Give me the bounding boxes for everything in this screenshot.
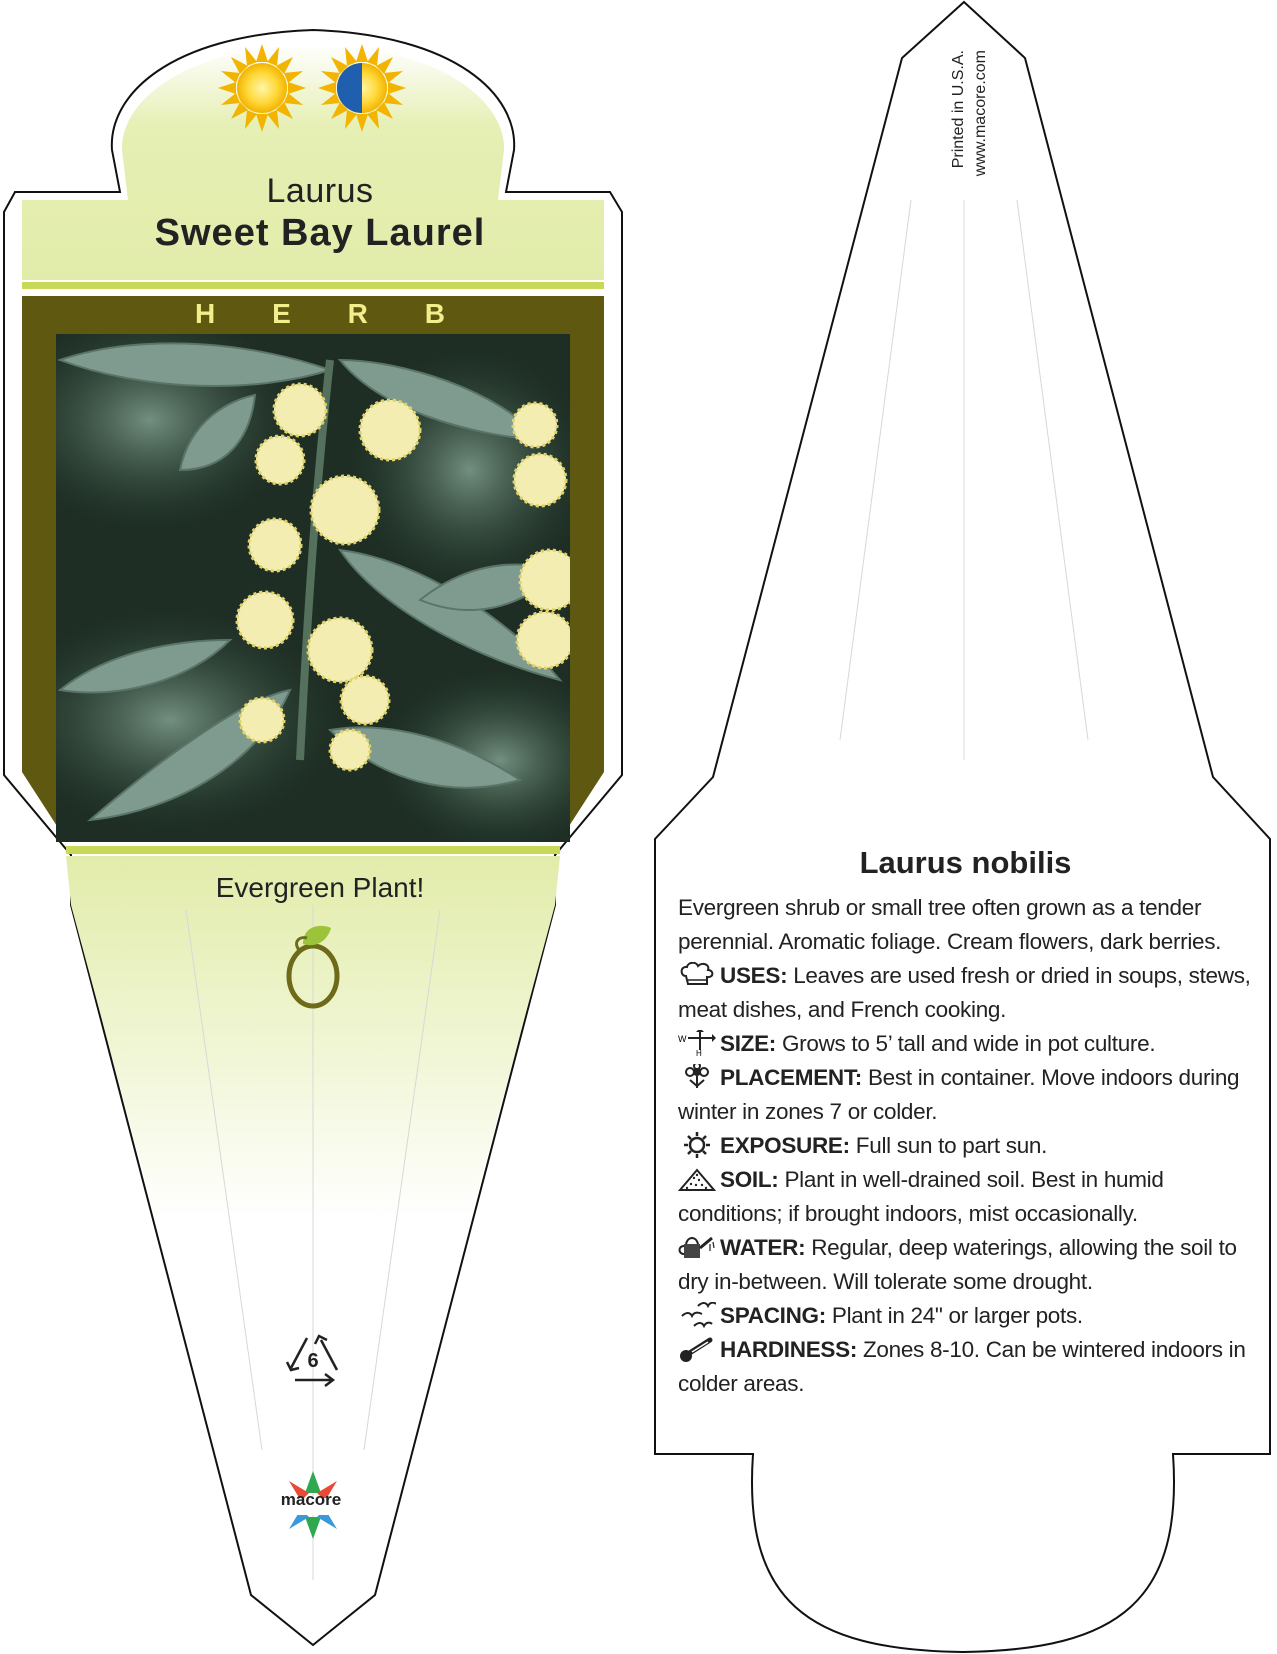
uses-label: USES: (720, 963, 788, 988)
water-text: Regular, deep waterings, allowing the soil to dry in-between. Will tolerate some drought. (678, 1235, 1237, 1294)
variety-name: Sweet Bay Laurel (154, 212, 486, 254)
attribute-uses (678, 959, 1253, 1027)
sun-exposure-icon (678, 1132, 716, 1158)
soil-mound-icon (678, 1166, 716, 1192)
hardiness-text: Zones 8-10. Can be wintered indoors in colder areas. (678, 1337, 1246, 1396)
tagline: Evergreen Plant! (215, 872, 425, 903)
spacing-text: Plant in 24" or larger pots. (825, 1303, 1083, 1328)
svg-text:W: W (678, 1034, 687, 1044)
common-name: Laurus (266, 172, 374, 210)
part-sun-icon (318, 44, 406, 132)
back-info (678, 845, 1253, 1401)
exposure-text: Full sun to part sun. (849, 1133, 1048, 1158)
website: www.macore.com (972, 50, 989, 177)
tagline-divider (66, 846, 560, 854)
attribute-exposure (678, 1129, 1253, 1163)
full-sun-icon (218, 44, 306, 132)
header-divider (22, 282, 604, 289)
front-tag (0, 30, 622, 1645)
category-letter: H (195, 298, 216, 329)
print-info (948, 50, 1008, 230)
uses-text: Leaves are used fresh or dried in soups, stews, meat dishes, and French cooking. (678, 963, 1251, 1022)
soil-label: SOIL: (720, 1167, 779, 1192)
spacing-label: SPACING: (720, 1303, 826, 1328)
attribute-size (678, 1027, 1253, 1061)
thermometer-icon (678, 1336, 716, 1362)
back-tag (655, 2, 1270, 1652)
category-letter: R (347, 298, 368, 329)
placement-text: Best in container. Move indoors during winter in zones 7 or colder. (678, 1065, 1240, 1124)
botanical-name: Laurus nobilis (859, 845, 1072, 880)
hardiness-label: HARDINESS: (720, 1337, 858, 1362)
placement-flower-icon (678, 1064, 716, 1090)
attribute-water (678, 1231, 1253, 1299)
svg-text:H: H (696, 1049, 702, 1056)
description: Evergreen shrub or small tree often grown as a tender perennial. Aromatic foliage. Cream flowers, dark berries. (678, 895, 1222, 954)
size-arrows-icon (678, 1030, 716, 1056)
printed-in: Printed in U.S.A. (950, 50, 967, 169)
spacing-seedlings-icon (678, 1302, 716, 1328)
brand-name: macore (280, 1490, 342, 1509)
back-tag-outline (655, 2, 1270, 1652)
attribute-soil (678, 1163, 1253, 1231)
attribute-placement (678, 1061, 1253, 1129)
exposure-label: EXPOSURE: (720, 1133, 850, 1158)
size-text: Grows to 5’ tall and wide in pot culture. (776, 1031, 1156, 1056)
laurus-flowers-photo (0, 310, 620, 850)
size-label: SIZE: (720, 1031, 777, 1056)
watering-can-icon (678, 1234, 716, 1260)
category-letter: E (272, 298, 291, 329)
category-letter: B (424, 298, 445, 329)
soil-text: Plant in well-drained soil. Best in humid conditions; if brought indoors, mist occasionally. (678, 1167, 1164, 1226)
attribute-hardiness (678, 1333, 1253, 1401)
water-label: WATER: (720, 1235, 806, 1260)
category-label (195, 298, 445, 330)
placement-label: PLACEMENT: (720, 1065, 862, 1090)
chef-hat-icon (678, 962, 716, 988)
attribute-spacing (678, 1299, 1253, 1333)
recycle-number: 6 (307, 1350, 319, 1372)
